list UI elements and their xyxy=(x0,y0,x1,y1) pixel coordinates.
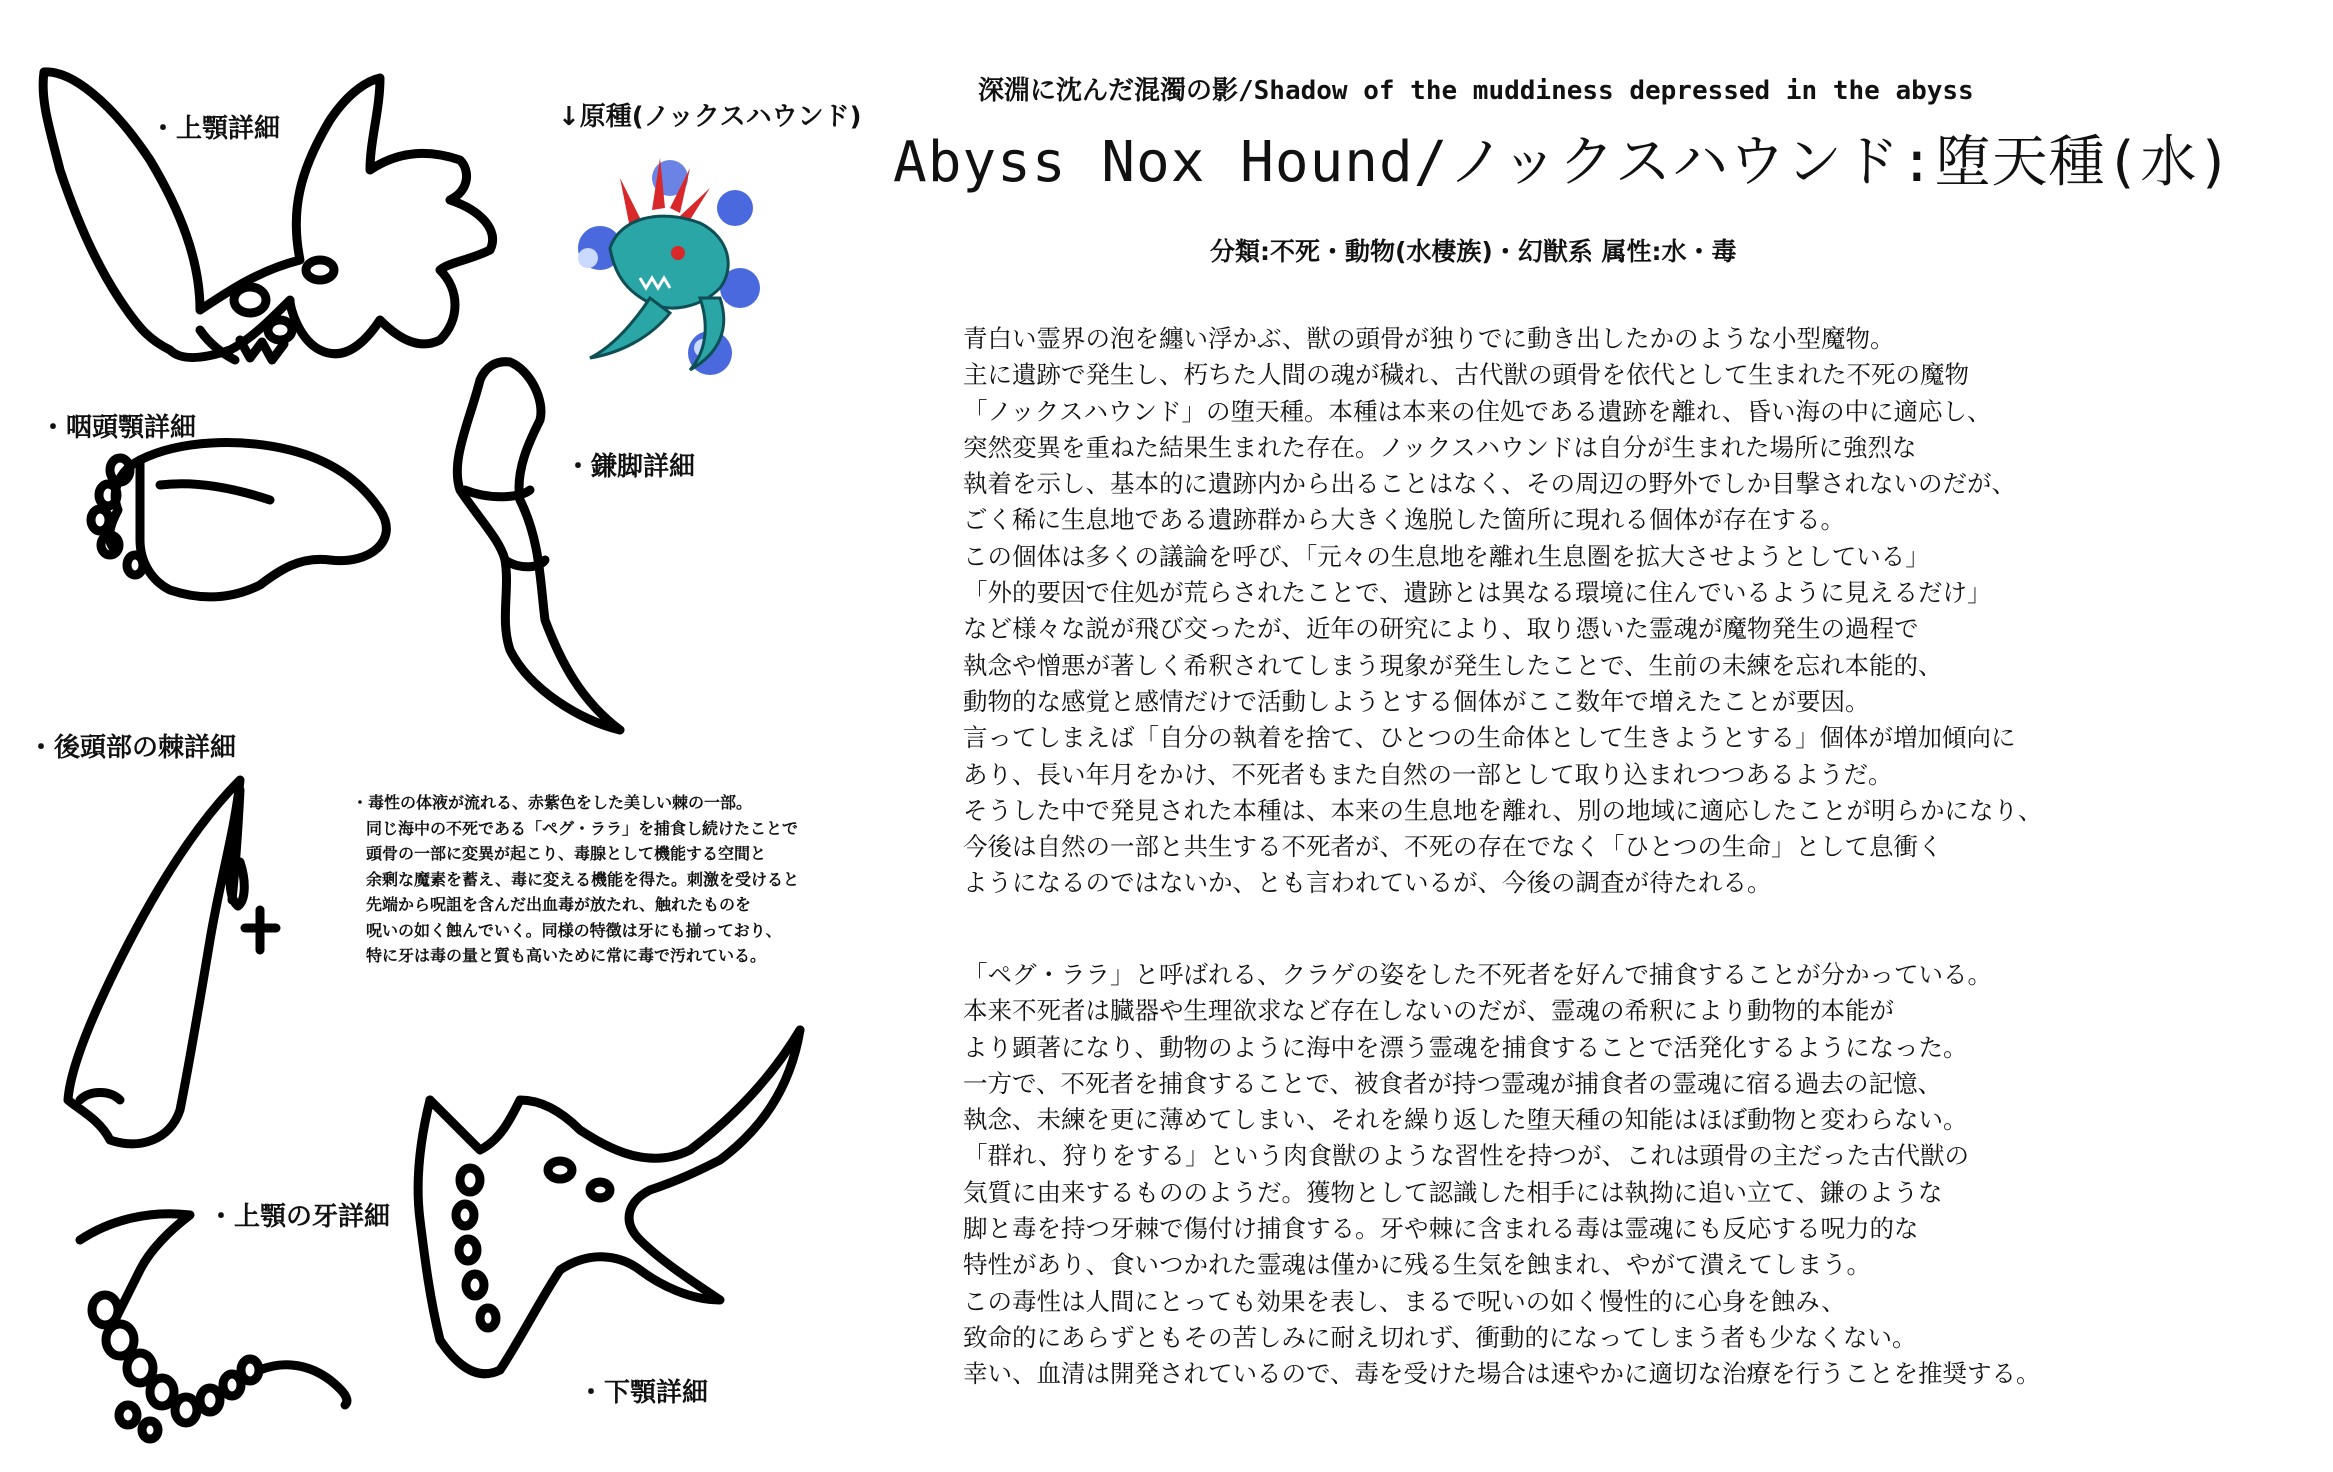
note-line: ・毒性の体液が流れる、赤紫色をした美しい棘の一部。 xyxy=(352,793,753,812)
text-line: 「ペグ・ララ」と呼ばれる、クラゲの姿をした不死者を好んで捕食することが分かっている。 xyxy=(963,960,1992,989)
label-sickle-leg: ・鎌脚詳細 xyxy=(565,452,696,482)
text-line: 本来不死者は臓器や生理欲求など存在しないのだが、霊魂の希釈により動物的本能が xyxy=(963,996,1894,1026)
label-occipital-thorn: ・後頭部の棘詳細 xyxy=(28,733,237,763)
note-line: 余剰な魔素を蓄え、毒に変える機能を得た。刺激を受けると xyxy=(366,869,799,889)
text-line: 動物的な感覚と感情だけで活動しようとする個体がここ数年で増えたことが要因。 xyxy=(963,686,1870,716)
thorn-note xyxy=(352,790,799,969)
note-line: 特に牙は毒の量と質も高いために常に毒で汚れている。 xyxy=(366,946,767,965)
text-line: 脚と毒を持つ牙棘で傷付け捕食する。牙や棘に含まれる毒は霊魂にも反応する呪力的な xyxy=(963,1214,1919,1244)
text-line: 幸い、血清は開発されているので、毒を受けた場合は速やかに適切な治療を行うことを推奨する。 xyxy=(963,1359,2041,1389)
nox-hound-illustration xyxy=(560,138,770,378)
text-line: 「群れ、狩りをする」という肉食獣のような習性を持つが、これは頭骨の主だった古代獣の xyxy=(963,1141,1969,1171)
label-upper-jaw: ・上顎詳細 xyxy=(150,114,281,144)
page-title: Abyss Nox Hound/ノックスハウンド:堕天種(水) xyxy=(893,130,2233,195)
description-paragraph-2 xyxy=(963,957,2041,1393)
text-line: あり、長い年月をかけ、不死者もまた自然の一部として取り込まれつつあるようだ。 xyxy=(963,759,1893,789)
label-lower-jaw: ・下顎詳細 xyxy=(578,1378,709,1408)
text-line: 致命的にあらずともその苦しみに耐え切れず、衝動的になってしまう者も少なくない。 xyxy=(963,1322,1917,1352)
label-original-species: ↓原種(ノックスハウンド) xyxy=(558,102,862,132)
description-paragraph-1 xyxy=(963,321,2042,902)
note-line: 先端から呪詛を含んだ出血毒が放たれ、触れたものを xyxy=(366,895,751,914)
text-line: そうした中で発見された本種は、本来の生息地を離れ、別の地域に適応したことが明らかになり、 xyxy=(963,795,2043,825)
text-line: この個体は多くの議論を呼び、「元々の生息地を離れ生息圏を拡大させようとしている」 xyxy=(963,541,1930,571)
text-line: 主に遺跡で発生し、朽ちた人間の魂が穢れ、古代獣の頭骨を依代として生まれた不死の魔物 xyxy=(963,360,1969,390)
text-line: 執念、未練を更に薄めてしまい、それを繰り返した堕天種の知能はほぼ動物と変わらない。 xyxy=(963,1105,1968,1135)
text-line: この毒性は人間にとっても効果を表し、まるで呪いの如く慢性的に心身を蝕み、 xyxy=(963,1286,1846,1316)
note-line: 呪いの如く蝕んでいく。同様の特徴は牙にも揃っており、 xyxy=(366,920,782,940)
text-line: 執念や憎悪が著しく希釈されてしまう現象が発生したことで、生前の未練を忘れ本能的、 xyxy=(963,650,1943,680)
text-line: 「外的要因で住処が荒らされたことで、遺跡とは異なる環境に住んでいるように見えるだけ」 xyxy=(963,578,1992,608)
text-line: 気質に由来するもののようだ。獲物として認識した相手には執拗に追い立て、鎌のような xyxy=(963,1177,1943,1207)
text-line: 青白い霊界の泡を纏い浮かぶ、獣の頭骨が独りでに動き出したかのような小型魔物。 xyxy=(963,324,1895,353)
text-line: 今後は自然の一部と共生する不死者が、不死の存在でなく「ひとつの生命」として息衝く xyxy=(963,832,1943,862)
label-pharyngeal-jaw: ・咽頭顎詳細 xyxy=(40,413,197,443)
text-line: 言ってしまえば「自分の執着を捨て、ひとつの生命体として生きようとする」個体が増加傾向に xyxy=(963,723,2016,753)
text-line: 「ノックスハウンド」の堕天種。本種は本来の住処である遺跡を離れ、昏い海の中に適応し、 xyxy=(963,396,1992,426)
text-line: より顕著になり、動物のように海中を漂う霊魂を捕食することで活発化するようになった。 xyxy=(963,1032,1968,1062)
text-line: 特性があり、食いつかれた霊魂は僅かに残る生気を蝕まれ、やがて潰えてしまう。 xyxy=(963,1250,1871,1280)
text-line: ごく稀に生息地である遺跡群から大きく逸脱した箇所に現れる個体が存在する。 xyxy=(963,505,1845,535)
classification-line: 分類:不死・動物(水棲族)・幻獣系 属性:水・毒 xyxy=(1210,237,1737,266)
text-line: 執着を示し、基本的に遺跡内から出ることはなく、その周辺の野外でしか目撃されないのだが、 xyxy=(963,469,2017,499)
note-line: 頭骨の一部に変異が起こり、毒腺として機能する空間と xyxy=(366,844,767,863)
note-line: 同じ海中の不死である「ペグ・ララ」を捕食し続けたことで xyxy=(366,818,799,838)
label-upper-jaw-fangs: ・上顎の牙詳細 xyxy=(208,1202,391,1232)
page-subtitle: 深淵に沈んだ混濁の影/Shadow of the muddiness depressed in the abyss xyxy=(978,76,1974,106)
text-line: 突然変異を重ねた結果生まれた存在。ノックスハウンドは自分が生まれた場所に強烈な xyxy=(963,432,1917,462)
text-line: 一方で、不死者を捕食することで、被食者が持つ霊魂が捕食者の霊魂に宿る過去の記憶、 xyxy=(963,1068,1943,1098)
text-line: ようになるのではないか、とも言われているが、今後の調査が待たれる。 xyxy=(963,868,1772,898)
text-line: など様々な説が飛び交ったが、近年の研究により、取り憑いた霊魂が魔物発生の過程で xyxy=(963,614,1919,644)
